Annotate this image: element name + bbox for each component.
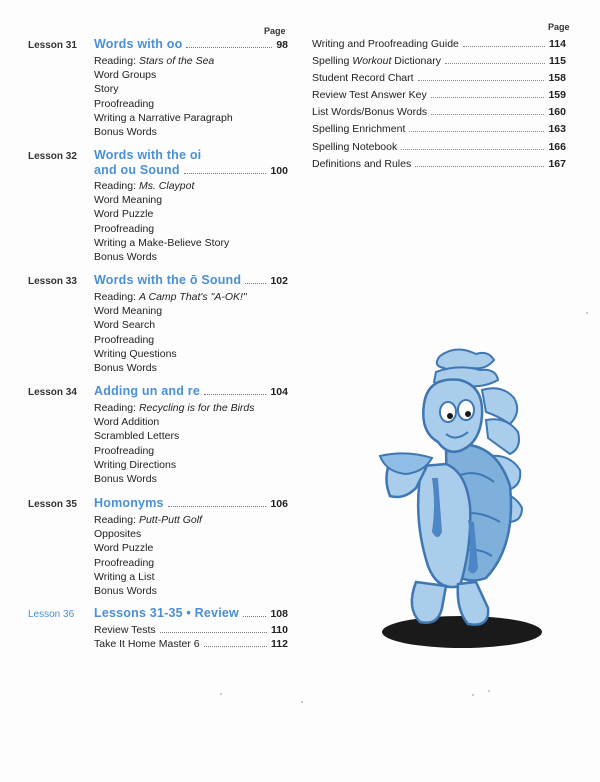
activity-text: Word Groups (94, 69, 157, 82)
left-page-column-header: Page (264, 26, 286, 36)
activity-text: Writing Questions (94, 347, 177, 360)
activity-text: Reading: (94, 180, 139, 192)
dot-leader (160, 632, 267, 633)
lesson-title-row (94, 606, 288, 620)
activity-text: Writing a Narrative Paragraph (94, 111, 233, 124)
activity-item (94, 415, 255, 429)
dot-leader (445, 63, 545, 64)
activity-item (94, 623, 288, 637)
activity-item (94, 318, 247, 332)
activity-text: A Camp That's "A-OK!" (138, 291, 247, 303)
lesson-title: Words with oo (94, 37, 183, 51)
activity-text: Opposites (94, 528, 142, 541)
activity-item (94, 361, 247, 375)
activity-text: Proofreading (94, 97, 155, 110)
turtle-illustration (376, 346, 556, 656)
dot-leader (184, 173, 267, 174)
activity-page-number: 112 (271, 638, 288, 651)
lesson-title-row (94, 37, 288, 51)
lesson-title-row (94, 148, 288, 162)
lesson-page-number: 108 (270, 608, 288, 620)
back-matter-item (312, 156, 566, 173)
back-matter-text: List Words/Bonus Words (312, 106, 428, 119)
activity-text: Proofreading (94, 556, 155, 569)
activity-item (94, 97, 233, 111)
dot-leader (409, 131, 544, 132)
activity-item (94, 125, 233, 139)
activity-item (94, 541, 202, 555)
turtle-body (418, 464, 470, 587)
activity-text: Writing a Make-Believe Story (94, 236, 230, 249)
lesson-activity-list (94, 513, 202, 598)
activity-text: Word Puzzle (94, 542, 154, 555)
activity-text: Word Addition (94, 416, 160, 429)
dot-leader (168, 506, 267, 507)
back-matter-text: Workout (352, 55, 392, 68)
dot-leader (186, 47, 272, 48)
activity-text: Bonus Words (94, 585, 157, 598)
activity-item (94, 250, 229, 264)
lesson-page-number: 102 (270, 275, 288, 287)
activity-page-number: 110 (271, 624, 288, 636)
activity-item (94, 637, 288, 651)
activity-text: Word Puzzle (94, 208, 154, 221)
back-matter-text: Definitions and Rules (312, 157, 412, 170)
activity-text: Story (94, 83, 119, 96)
back-matter-text: Spelling (312, 55, 353, 68)
dot-leader (204, 394, 266, 395)
activity-item (94, 401, 255, 415)
activity-text: Reading: (94, 402, 139, 414)
back-matter-page-number: 160 (548, 106, 566, 119)
lesson-title-row (94, 384, 288, 398)
lesson-activity-list (94, 623, 288, 651)
activity-item (94, 82, 233, 96)
activity-text: Word Meaning (94, 194, 163, 207)
activity-item (94, 584, 202, 598)
back-matter-item (312, 87, 566, 104)
turtle-eye (458, 400, 474, 420)
activity-text: Scrambled Letters (94, 430, 180, 443)
lesson-number-label: Lesson 36 (28, 609, 75, 620)
activity-item (94, 472, 255, 486)
back-matter-item (312, 53, 566, 70)
back-matter-item (312, 70, 566, 87)
activity-item (94, 527, 202, 541)
lesson-activity-list (94, 54, 233, 139)
activity-text: Reading: (94, 514, 139, 526)
activity-item (94, 111, 233, 125)
back-matter-item (312, 104, 566, 121)
dot-leader (431, 97, 545, 98)
back-matter-text: Student Record Chart (312, 72, 414, 85)
lesson-page-number: 104 (270, 386, 288, 398)
activity-item (94, 179, 229, 193)
dot-leader (243, 616, 267, 617)
lesson-title: Adding un and re (94, 384, 200, 398)
activity-item (94, 444, 255, 458)
dot-leader (401, 149, 544, 150)
activity-item (94, 333, 247, 347)
activity-item (94, 304, 247, 318)
dot-leader (463, 46, 545, 47)
turtle-shadow (382, 616, 542, 648)
back-matter-item (312, 36, 566, 53)
activity-text: Word Search (94, 319, 156, 332)
activity-text: Bonus Words (94, 251, 157, 264)
activity-text: Bonus Words (94, 362, 157, 375)
back-matter-page-number: 166 (548, 140, 566, 153)
activity-item (94, 458, 255, 472)
activity-text: Reading: (94, 55, 139, 67)
dot-leader (245, 283, 266, 284)
activity-text: Writing Directions (94, 458, 177, 471)
activity-item (94, 68, 233, 82)
activity-item (94, 222, 229, 236)
activity-text: Proofreading (94, 444, 155, 457)
activity-item (94, 207, 229, 221)
back-matter-page-number: 115 (549, 55, 566, 68)
back-matter-text: Review Test Answer Key (312, 89, 427, 102)
lesson-title-row (94, 496, 288, 510)
lesson-title: Homonyms (94, 496, 164, 510)
activity-item (94, 193, 229, 207)
activity-item (94, 429, 255, 443)
lesson-number-label: Lesson 33 (28, 276, 77, 287)
back-matter-text: Spelling Enrichment (312, 123, 406, 136)
lesson-number-label: Lesson 34 (28, 387, 77, 398)
back-matter-text: Spelling Notebook (312, 140, 398, 153)
activity-text: Take It Home Master 6 (94, 638, 200, 651)
activity-text: Recycling is for the Birds (138, 402, 255, 414)
lesson-title: Lessons 31-35 • Review (94, 606, 239, 620)
activity-text: Reading: (94, 291, 139, 303)
activity-item (94, 236, 229, 250)
activity-text: Word Meaning (94, 305, 163, 318)
activity-text: Putt-Putt Golf (138, 514, 202, 526)
activity-item (94, 290, 247, 304)
lesson-title-row (94, 273, 288, 287)
back-matter-page-number: 167 (548, 157, 566, 170)
back-matter-page-number: 158 (548, 72, 566, 85)
lesson-page-number: 100 (270, 165, 288, 177)
back-matter-text: Dictionary (391, 55, 441, 68)
dot-leader (431, 114, 544, 115)
lesson-title-row-2 (94, 163, 288, 177)
back-matter-item (312, 121, 566, 138)
dot-leader (204, 646, 267, 647)
back-matter-page-number: 114 (549, 38, 566, 50)
right-page-column-header: Page (548, 22, 570, 32)
activity-text: Proofreading (94, 222, 155, 235)
activity-text: Stars of the Sea (138, 55, 215, 67)
activity-text: Review Tests (94, 624, 156, 636)
back-matter-list (312, 36, 566, 173)
activity-text: Bonus Words (94, 126, 157, 139)
activity-item (94, 556, 202, 570)
back-matter-page-number: 159 (548, 89, 566, 102)
activity-text: Ms. Claypot (138, 180, 195, 192)
back-matter-page-number: 163 (548, 123, 566, 136)
lesson-number-label: Lesson 32 (28, 151, 77, 162)
lesson-title: Words with the ō Sound (94, 273, 242, 287)
dot-leader (415, 166, 544, 167)
activity-text: Writing a List (94, 570, 155, 583)
lesson-activity-list (94, 179, 229, 264)
activity-item (94, 347, 247, 361)
turtle-eye (440, 402, 456, 422)
lesson-title-continued: and ou Sound (94, 163, 180, 177)
lesson-page-number: 98 (276, 39, 288, 51)
lesson-number-label: Lesson 35 (28, 499, 77, 510)
activity-item (94, 513, 202, 527)
activity-text: Bonus Words (94, 473, 157, 486)
lesson-activity-list (94, 290, 247, 375)
activity-item (94, 570, 202, 584)
lesson-number-label: Lesson 31 (28, 40, 77, 51)
lesson-title: Words with the oi (94, 148, 202, 162)
lesson-activity-list (94, 401, 255, 486)
back-matter-text: Writing and Proofreading Guide (312, 38, 459, 50)
activity-text: Proofreading (94, 333, 155, 346)
back-matter-item (312, 139, 566, 156)
lesson-page-number: 106 (270, 498, 288, 510)
activity-item (94, 54, 233, 68)
dot-leader (418, 80, 545, 81)
